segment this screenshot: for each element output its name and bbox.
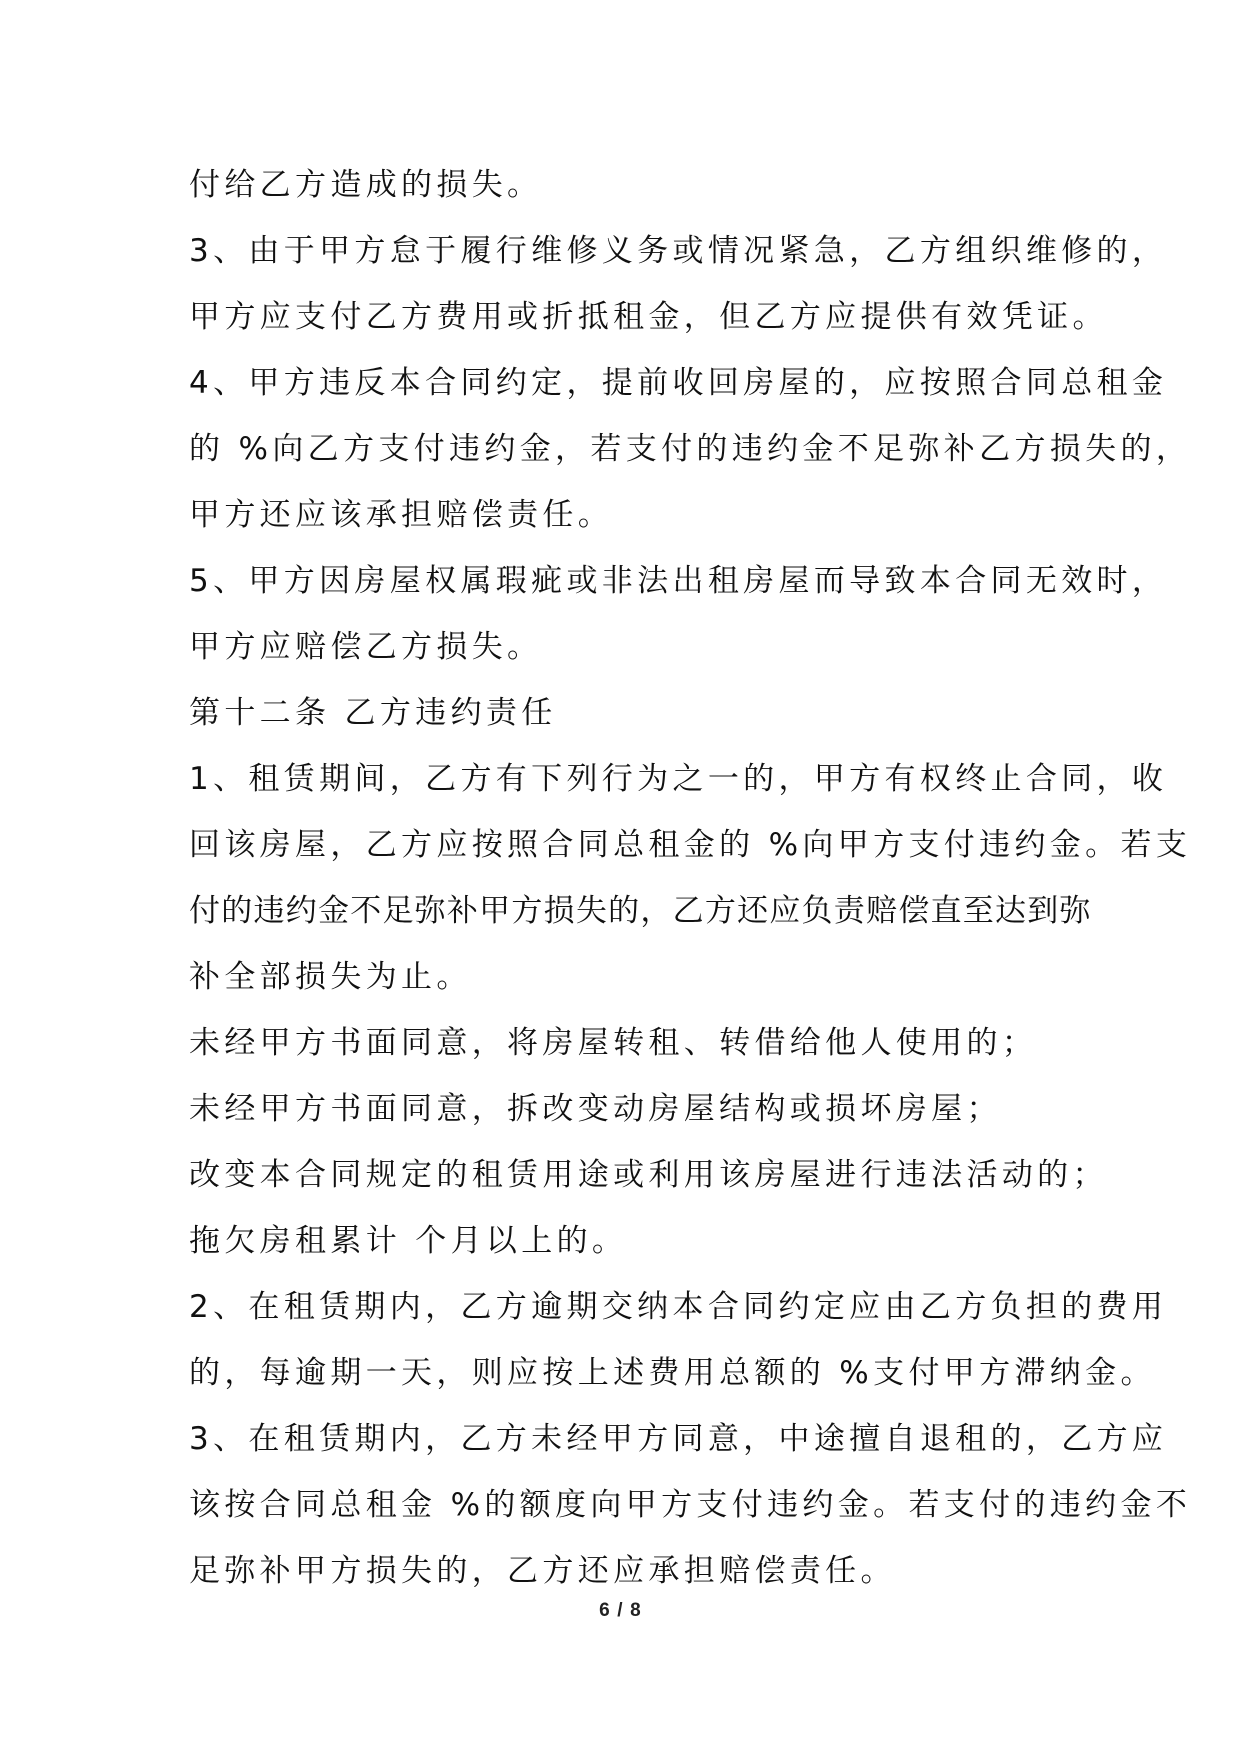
- list-item: 拖欠房租累计 个月以上的。: [189, 1223, 628, 1259]
- paragraph-line: 3、由于甲方怠于履行维修义务或情况紧急，乙方组织维修的，: [189, 233, 1168, 269]
- paragraph-line: 的，每逾期一天，则应按上述费用总额的 %支付甲方滞纳金。: [189, 1355, 1156, 1391]
- page-number: 6 / 8: [599, 1600, 642, 1621]
- paragraph-line: 足弥补甲方损失的，乙方还应承担赔偿责任。: [189, 1553, 896, 1589]
- paragraph-line: 甲方应赔偿乙方损失。: [189, 629, 543, 665]
- paragraph-line: 甲方应支付乙方费用或折抵租金，但乙方应提供有效凭证。: [189, 299, 1108, 335]
- paragraph-line: 补全部损失为止。: [189, 959, 472, 995]
- document-body: [189, 152, 1192, 1604]
- section-heading: 第十二条 乙方违约责任: [189, 695, 557, 731]
- list-item: 未经甲方书面同意，拆改变动房屋结构或损坏房屋；: [189, 1091, 1002, 1127]
- paragraph-line: 4、甲方违反本合同约定，提前收回房屋的，应按照合同总租金: [189, 365, 1168, 401]
- paragraph-line: 5、甲方因房屋权属瑕疵或非法出租房屋而导致本合同无效时，: [189, 563, 1168, 599]
- paragraph-line: 甲方还应该承担赔偿责任。: [189, 497, 614, 533]
- paragraph-line: 3、在租赁期内，乙方未经甲方同意，中途擅自退租的，乙方应: [189, 1421, 1168, 1457]
- list-item: 未经甲方书面同意，将房屋转租、转借给他人使用的；: [189, 1025, 1038, 1061]
- paragraph-line: 该按合同总租金 %的额度向甲方支付违约金。若支付的违约金不: [189, 1487, 1192, 1523]
- paragraph-line: 2、在租赁期内，乙方逾期交纳本合同约定应由乙方负担的费用: [189, 1289, 1168, 1325]
- paragraph-line: 1、租赁期间，乙方有下列行为之一的，甲方有权终止合同，收: [189, 761, 1168, 797]
- paragraph-line: 回该房屋，乙方应按照合同总租金的 %向甲方支付违约金。若支: [189, 827, 1192, 863]
- paragraph-line: 付的违约金不足弥补甲方损失的，乙方还应负责赔偿直至达到弥: [189, 893, 1092, 929]
- paragraph-line: 付给乙方造成的损失。: [189, 167, 543, 203]
- list-item: 改变本合同规定的租赁用途或利用该房屋进行违法活动的；: [189, 1157, 1108, 1193]
- paragraph-line: 的 %向乙方支付违约金，若支付的违约金不足弥补乙方损失的，: [189, 431, 1192, 467]
